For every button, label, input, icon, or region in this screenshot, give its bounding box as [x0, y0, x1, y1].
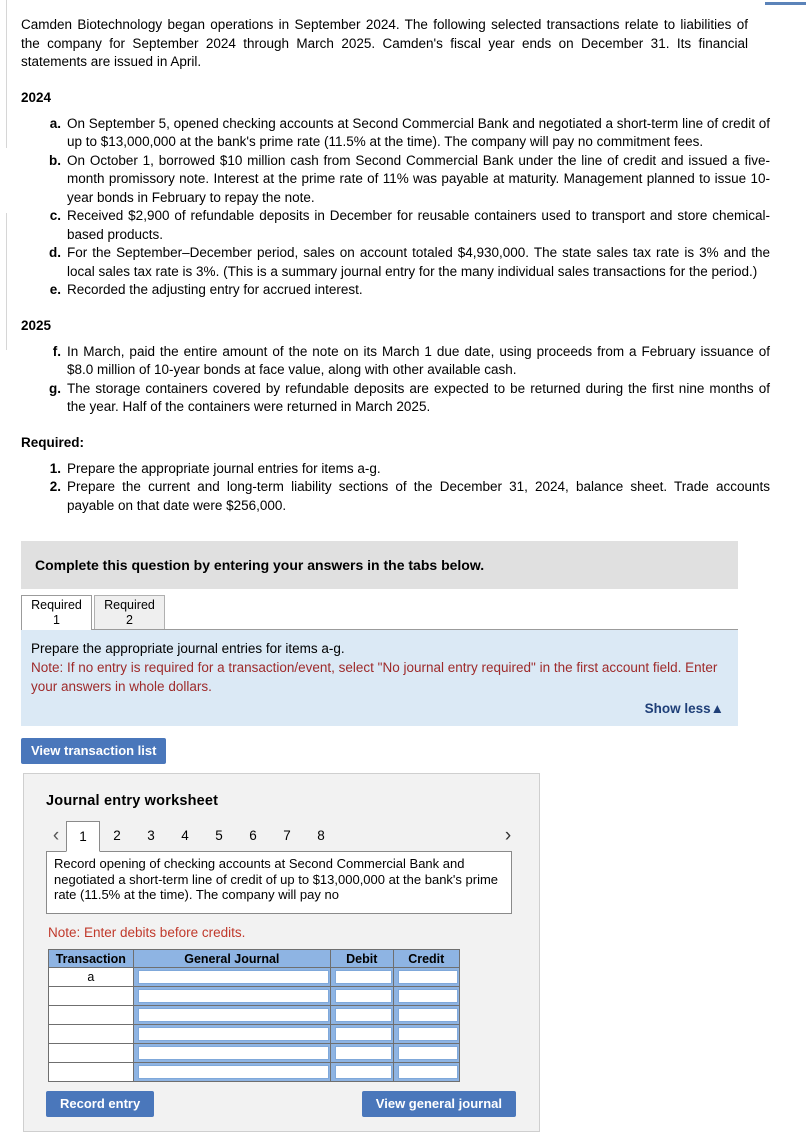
debit-input[interactable] [335, 1008, 391, 1022]
cell-credit[interactable] [393, 968, 460, 987]
list-item [43, 478, 770, 515]
worksheet-page-4[interactable]: 4 [181, 828, 189, 843]
cell-debit[interactable] [331, 968, 393, 987]
table-row [49, 1063, 460, 1082]
debits-before-credits-note: Note: Enter debits before credits. [48, 925, 246, 940]
cell-credit[interactable] [393, 1063, 460, 1082]
problem-statement [0, 0, 798, 515]
cell-debit[interactable] [331, 1006, 393, 1025]
view-transaction-list-button[interactable]: View transaction list [21, 738, 166, 764]
cell-general-journal[interactable] [133, 1063, 330, 1082]
instructions-panel [21, 630, 738, 726]
cell-transaction [49, 1044, 134, 1063]
debit-input[interactable] [335, 1065, 391, 1079]
worksheet-page-5[interactable]: 5 [215, 828, 223, 843]
required-heading: Required: [21, 434, 85, 450]
cell-transaction: a [49, 968, 134, 987]
table-row [49, 987, 460, 1006]
credit-input[interactable] [398, 1008, 459, 1022]
chevron-right-icon[interactable]: › [504, 825, 512, 846]
cell-general-journal[interactable] [133, 987, 330, 1006]
item-marker: b. [49, 152, 61, 168]
worksheet-page-6[interactable]: 6 [249, 828, 257, 843]
tab-required-2-line1: Required [104, 598, 155, 612]
cell-credit[interactable] [393, 987, 460, 1006]
item-text: For the September–December period, sales on account totaled $4,930,000. The state sales tax rate is 3% and the local sales tax rate is 3%. (This is a summary journal entry for the many individual sales transactions for the period.) [67, 245, 770, 279]
item-text: On September 5, opened checking accounts at Second Commercial Bank and negotiated a short-term line of credit of up to $13,000,000 at the bank's prime rate (11.5% at the time). The company will pay no commitment fees. [67, 115, 770, 149]
table-header-row [49, 950, 460, 968]
list-item [43, 380, 770, 417]
item-text: Prepare the appropriate journal entries for items a-g. [67, 460, 381, 476]
list-item [43, 244, 770, 281]
general-journal-select[interactable] [138, 970, 329, 984]
debit-input[interactable] [335, 1046, 391, 1060]
answer-tabs [21, 596, 738, 630]
view-general-journal-button[interactable]: View general journal [362, 1091, 516, 1117]
cell-general-journal[interactable] [133, 1025, 330, 1044]
item-text: Prepare the current and long-term liability sections of the December 31, 2024, balance sheet. Trade accounts payable on that date were $256,000. [67, 479, 770, 513]
cell-debit[interactable] [331, 1063, 393, 1082]
tab-required-1-line2: 1 [53, 613, 60, 627]
column-header-credit: Credit [393, 950, 460, 968]
worksheet-description: Record opening of checking accounts at Second Commercial Bank and negotiated a short-term line of credit of up to $13,000,000 at the bank's prime rate (11.5% at the time). The company will pay no [46, 851, 512, 914]
worksheet-page-1[interactable]: 1 [66, 821, 100, 852]
cell-debit[interactable] [331, 1044, 393, 1063]
tab-required-1[interactable] [21, 595, 92, 630]
general-journal-select[interactable] [138, 1065, 329, 1079]
cell-credit[interactable] [393, 1044, 460, 1063]
tab-required-1-line1: Required [31, 598, 82, 612]
column-header-transaction: Transaction [49, 950, 134, 968]
item-marker: f. [52, 343, 61, 359]
tab-required-2[interactable] [94, 595, 165, 629]
transaction-list-2024 [21, 115, 770, 300]
record-entry-button[interactable]: Record entry [46, 1091, 154, 1117]
item-marker: a. [49, 115, 61, 131]
cell-credit[interactable] [393, 1006, 460, 1025]
general-journal-select[interactable] [138, 1008, 329, 1022]
cell-debit[interactable] [331, 987, 393, 1006]
view-transaction-list-wrap [21, 738, 806, 764]
cell-transaction [49, 1063, 134, 1082]
table-row [49, 1025, 460, 1044]
list-item [43, 281, 770, 300]
worksheet-title: Journal entry worksheet [46, 793, 219, 809]
year-heading-2024: 2024 [21, 89, 52, 105]
instruction-text: Prepare the appropriate journal entries for items a-g. [31, 641, 345, 656]
list-item [43, 343, 770, 380]
list-item [43, 115, 770, 152]
item-text: Recorded the adjusting entry for accrued interest. [67, 282, 363, 297]
item-marker: c. [49, 208, 61, 223]
journal-entry-worksheet-panel [23, 773, 540, 1132]
credit-input[interactable] [398, 989, 459, 1003]
worksheet-page-7[interactable]: 7 [283, 828, 291, 843]
credit-input[interactable] [398, 1046, 459, 1060]
item-marker: 2. [49, 479, 61, 494]
table-row [49, 1006, 460, 1025]
requirements-list [21, 460, 770, 516]
item-text: The storage containers covered by refundable deposits are expected to be returned during the first nine months of the year. Half of the containers were returned in March 2025. [67, 380, 770, 414]
cell-transaction [49, 1006, 134, 1025]
list-item [43, 152, 770, 208]
debit-input[interactable] [335, 970, 391, 984]
complete-question-callout: Complete this question by entering your answers in the tabs below. [21, 541, 738, 589]
cell-general-journal[interactable] [133, 1044, 330, 1063]
worksheet-action-buttons [46, 1091, 516, 1117]
debit-input[interactable] [335, 989, 391, 1003]
column-header-general-journal: General Journal [133, 950, 330, 968]
cell-general-journal[interactable] [133, 968, 330, 987]
worksheet-page-3[interactable]: 3 [147, 828, 155, 843]
table-row [49, 968, 460, 987]
worksheet-page-8[interactable]: 8 [317, 828, 325, 843]
column-header-debit: Debit [331, 950, 393, 968]
journal-entry-table [48, 949, 460, 1082]
tab-required-2-line2: 2 [126, 613, 133, 627]
item-text: In March, paid the entire amount of the note on its March 1 due date, using proceeds from a February issuance of $8.0 million of 10-year bonds at face value, along with other available cash. [67, 343, 770, 377]
transaction-list-2025 [21, 343, 770, 417]
instruction-note: Note: If no entry is required for a transaction/event, select "No journal entry required" in the first account field. Enter your answers in whole dollars. [31, 660, 718, 694]
item-marker: 1. [49, 460, 61, 476]
credit-input[interactable] [398, 1027, 459, 1041]
cell-general-journal[interactable] [133, 1006, 330, 1025]
credit-input[interactable] [398, 1065, 459, 1079]
general-journal-select[interactable] [138, 1027, 329, 1041]
item-marker: e. [49, 282, 61, 297]
cell-transaction [49, 1025, 134, 1044]
item-marker: d. [49, 245, 61, 260]
year-heading-2025: 2025 [21, 317, 52, 333]
general-journal-select[interactable] [138, 989, 329, 1003]
worksheet-page-2[interactable]: 2 [113, 828, 121, 843]
list-item [43, 460, 770, 479]
cell-credit[interactable] [393, 1025, 460, 1044]
table-row [49, 1044, 460, 1063]
item-text: Received $2,900 of refundable deposits in December for reusable containers used to transport and store chemical-based products. [67, 208, 770, 242]
show-less-link[interactable]: Show less▲ [644, 701, 724, 716]
credit-input[interactable] [398, 970, 459, 984]
chevron-left-icon[interactable]: ‹ [52, 825, 60, 846]
general-journal-select[interactable] [138, 1046, 329, 1060]
item-text: On October 1, borrowed $10 million cash from Second Commercial Bank under the line of credit and issued a five-month promissory note. Interest at the prime rate of 11% was payable at maturity. Management planned to issue 10-year bonds in February to repay the note. [67, 152, 770, 205]
debit-input[interactable] [335, 1027, 391, 1041]
cell-debit[interactable] [331, 1025, 393, 1044]
problem-intro: Camden Biotechnology began operations in September 2024. The following selected transactions relate to liabilities of the company for September 2024 through March 2025. Camden's fiscal year ends on December 31. Its financial statements are issued in April. [21, 17, 748, 69]
worksheet-pager [46, 821, 518, 851]
cell-transaction [49, 987, 134, 1006]
item-marker: g. [49, 380, 61, 396]
list-item [43, 207, 770, 244]
